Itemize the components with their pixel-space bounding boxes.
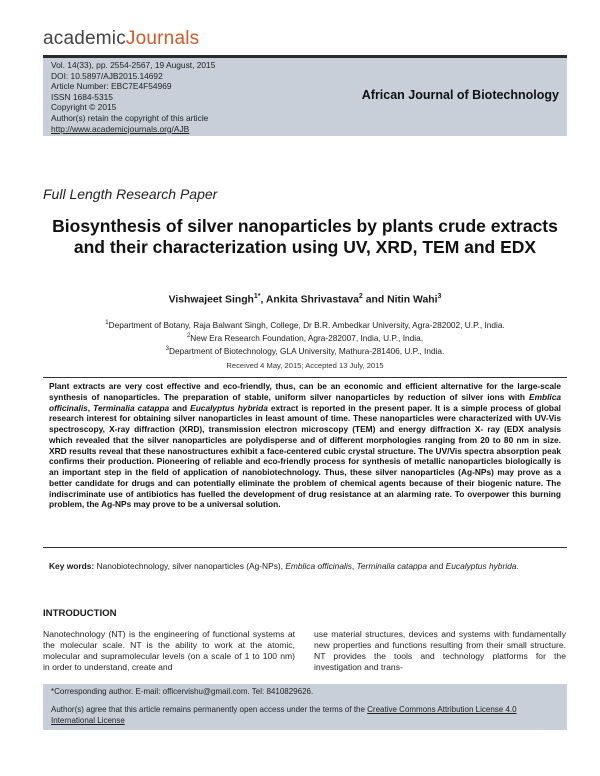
meta-issn: ISSN 1684-5315 — [51, 91, 113, 102]
keyword-species: Eucalyptus hybrida — [445, 561, 517, 571]
paper-type: Full Length Research Paper — [43, 186, 218, 202]
license-link[interactable]: Creative Commons Attribution License 4.0 International License — [51, 705, 517, 725]
abstract-text — [49, 381, 561, 510]
abstract-box — [43, 377, 567, 548]
author-affil-mark: 2 — [358, 293, 363, 300]
paper-title: Biosynthesis of silver nanoparticles by plants crude extracts and their characterization using UV, XRD, TEM and EDX — [52, 216, 558, 257]
meta-copyright: Copyright © 2015 — [51, 102, 117, 113]
logo-part-journals: Journals — [125, 28, 200, 49]
license-text: Author(s) agree that this article remains permanently open access under the terms of the — [51, 705, 368, 715]
article-header-box — [43, 55, 567, 136]
meta-rights: Author(s) retain the copyright of this article — [51, 112, 209, 123]
received-dates: Received 4 May, 2015; Accepted 13 July, 2015 — [226, 361, 384, 370]
affiliation-text: Department of Biotechnology, GLA University, Mathura-281406, U.P., India. — [169, 345, 445, 356]
author-name: Vishwajeet Singh — [168, 294, 254, 306]
keywords-label: Key words: — [49, 561, 95, 571]
affiliation-line — [43, 344, 567, 357]
keyword-species: Terminalia catappa — [356, 561, 428, 571]
affiliation-text: New Era Research Foundation, Agra-282007, India, U.P., India. — [190, 332, 424, 343]
article-metadata — [51, 60, 215, 134]
publisher-logo — [43, 28, 199, 50]
keywords-separator: and — [427, 561, 446, 571]
meta-volume: Vol. 14(33), pp. 2554-2567, 19 August, 2015 — [51, 60, 216, 70]
author-name: Nitin Wahi — [387, 294, 438, 306]
abstract-separator: , — [87, 402, 94, 413]
author-list: Vishwajeet Singh$^{1*}$, Ankita Shrivastava$^2$ and Nitin Wahi$^3$ — [168, 293, 442, 306]
license-statement — [51, 705, 559, 726]
affiliation-text: Department of Botany, Raja Balwant Singh, College, Dr B.R. Ambedkar University, Agra-282002, U.P., India. — [108, 319, 505, 330]
species-name: Terminalia catappa — [93, 402, 170, 413]
abstract-text-part: extract is reported in the present paper. It is a simple process of global research interest for obtaining silver nanoparticles in least amount of time. These nanoparticles were characterized with UV-Vis spectroscopy, X-ray diffraction (XRD), transmission electron microscopy (TEM) and energy diffraction X- ray (EDX analysis which revealed that the silver nanoparticles are polydisperse and of different morphologies ranging from 20 to 80 nm in size. XRD results reveal that these nanostructures exhibit a face-centered cubic crystal structure. The UV/Vis spectra absorption peak confirms their production. Pioneering of reliable and eco-friendly process for synthesis of metallic nanoparticles biologically is an important step in the field of application of nanobiotechnology. Thus, these silver nanoparticles (Ag-NPs) may prove as a better candidate for drugs and can potentially eliminate the problem of chemical agents because of their biogenic nature. The indiscriminate use of antibiotics has fuelled the development of drug resistance at an alarming rate. To overpower this burning problem, the Ag-NPs may prove to be a universal solution. — [49, 402, 561, 510]
affiliation-line — [43, 331, 567, 344]
species-name: Eucalyptus hybrida — [190, 402, 268, 413]
intro-column-left: Nanotechnology (NT) is the engineering of functional systems at the molecular scale. NT is the ability to work at the atomic, molecular and supramolecular levels (on a scale of 1 to 100 nm) in order to understand, create and — [43, 629, 295, 672]
author-affil-mark: 3 — [437, 293, 442, 300]
journal-name: African Journal of Biotechnology — [361, 88, 559, 102]
affiliations — [43, 318, 567, 356]
species-name: Emblica officinalis — [49, 391, 561, 413]
intro-column-right: use material structures, devices and systems with fundamentally new properties and functions resulting from their small structure. NT provides the tools and technology platforms for the investigation and trans- — [314, 629, 566, 672]
keywords-separator: , — [351, 561, 357, 571]
abstract-text-part: Plant extracts are very cost effective and eco-friendly, thus, can be an economic and efficient alternative for the large-scale synthesis of nanoparticles. The preparation of stable, uniform silver nanoparticles by reduction of silver ions with — [49, 381, 561, 402]
logo-part-academic: academic — [43, 28, 126, 49]
author-affil-mark: 1* — [253, 293, 261, 300]
footnote-box — [43, 684, 567, 730]
corresponding-author: *Corresponding author. E-mail: officervishu@gmail.com. Tel: 8410829626. — [51, 687, 314, 696]
keywords-end: . — [516, 561, 519, 571]
author-name: Ankita Shrivastava — [265, 294, 359, 306]
keywords-text: Nanobiotechnology, silver nanoparticles (Ag-NPs), — [94, 561, 286, 571]
journal-url-link[interactable]: http://www.academicjournals.org/AJB — [51, 123, 190, 134]
keyword-species: Emblica officinalis — [285, 561, 352, 571]
affiliation-mark: 1 — [105, 320, 109, 326]
meta-doi: DOI: 10.5897/AJB2015.14692 — [51, 70, 163, 81]
affiliation-mark: 2 — [186, 332, 191, 339]
section-heading-introduction: INTRODUCTION — [43, 608, 117, 619]
meta-article-number: Article Number: EBC7E4F54969 — [51, 81, 172, 92]
affiliation-mark: 3 — [165, 345, 169, 352]
affiliation-line — [43, 318, 567, 331]
keywords — [49, 561, 561, 572]
abstract-separator: and — [169, 402, 191, 413]
